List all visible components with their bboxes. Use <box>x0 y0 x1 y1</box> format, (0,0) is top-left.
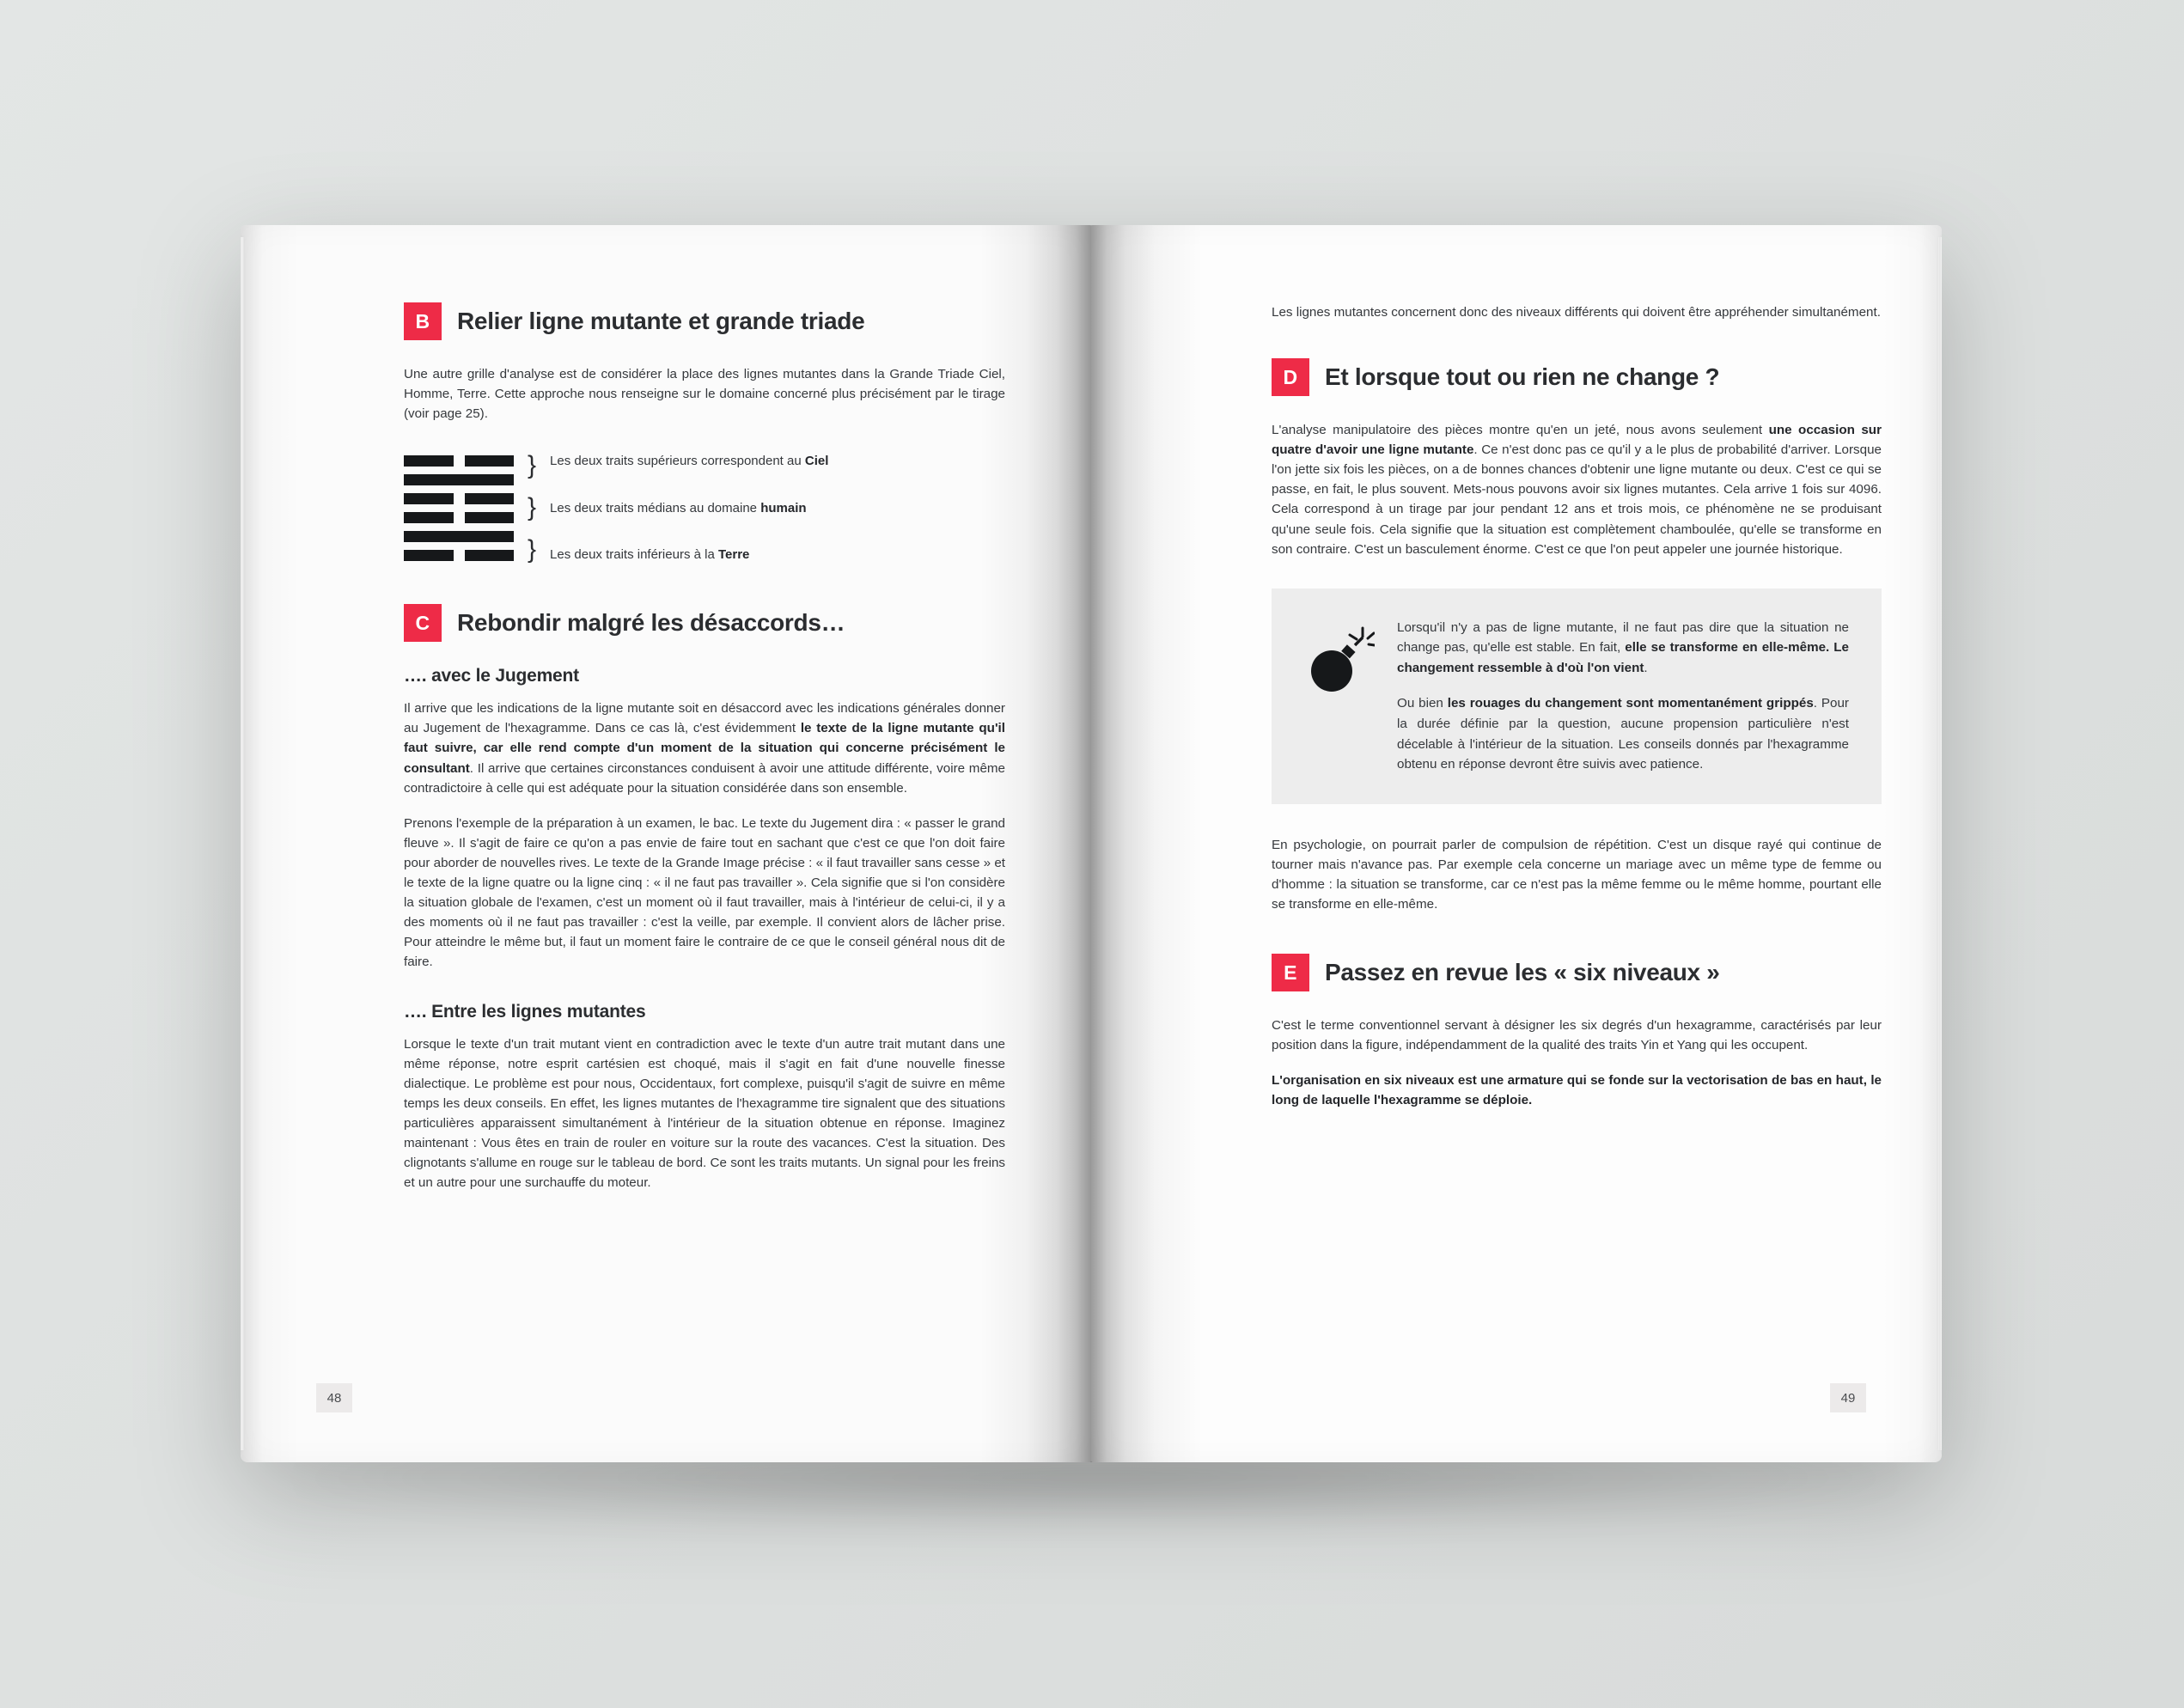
legend-item-humain <box>550 500 828 517</box>
paragraph-jugement-2: Prenons l'exemple de la préparation à un examen, le bac. Le texte du Jugement dira : « passer le grand fleuve ». Il s'agit de faire ce qu'on a pas envie de faire tout en sachant que c'est ce que l'on doit faire pour aborder de nouvelles rives. Le texte de la Grande Image précise : « il faut travailler sans cesse » et le texte de la ligne quatre ou la ligne cinq : « il ne faut pas travailler ». Cela signifie que si l'on considère la situation globale de l'examen, c'est un moment où il faut travailler, mais à l'intérieur de celui-ci, il y a des moments où il ne faut pas travailler : c'est la veille, par exemple. Il convient alors de lâcher prise. Pour atteindre le même but, il faut un moment faire le contraire de ce que le conseil général nous dit de faire. <box>404 815 1005 970</box>
section-heading-d <box>1272 358 1882 396</box>
paragraph-e-bold: L'organisation en six niveaux est une armature qui se fonde sur la vectorisation de bas en haut, le long de laquelle l'hexagramme se déploie. <box>1272 1073 1882 1108</box>
subsection-title-lignes-mutantes: …. Entre les lignes mutantes <box>404 1001 646 1022</box>
section-badge-b: B <box>404 302 442 340</box>
subsection-title-jugement: …. avec le Jugement <box>404 666 579 686</box>
open-book <box>241 225 1942 1462</box>
paragraph-lignes-mutantes-1: Lorsque le texte d'un trait mutant vient en contradiction avec le texte d'un autre trait mutant dans une même réponse, notre esprit cartésien est choqué, mais il s'agit en fait d'une nouvelle finesse dialectique. Le problème est pour nous, Occidentaux, fort complexe, puisqu'il s'agit de suivre en même temps les deux conseils. En effet, les lignes mutantes de l'hexagramme tire signalent que des situations particulières apparaissent simultanément à l'intérieur de la situation obtenue en réponse. Imaginez maintenant : Vous êtes en train de rouler en voiture sur la route des vacances. C'est la situation. Des clignotants s'allume en rouge sur le tableau de bord. Ce sont les traits mutants. Un signal pour les freins et un autre pour une surchauffe du moteur. <box>404 1036 1005 1191</box>
hexagram-line-2 <box>404 531 514 542</box>
bomb-icon <box>1301 618 1375 775</box>
callout-paragraph-1: Lorsqu'il n'y a pas de ligne mutante, il ne faut pas dire que la situation ne change pas, qu'elle est stable. En fait, elle se transforme en elle-même. Le changement ressemble à d'où l'on vient. <box>1397 619 1849 675</box>
section-heading-b <box>404 302 1005 340</box>
section-badge-c: C <box>404 604 442 642</box>
paragraph-d: L'analyse manipulatoire des pièces montre qu'en un jeté, nous avons seulement une occasion sur quatre d'avoir une ligne mutante. Ce n'est donc pas ce qu'il y a le plus de probabilité d'arriver. Lorsque l'on jette six fois les pièces, on a de bonnes chances d'obtenir une ligne mutante ou deux. C'est ce qui se passe, en fait, le plus souvent. Mets-nous pouvons avoir six lignes mutantes. Cela arrive 1 fois sur 4096. Cela correspond à un tirage par jour pendant 12 ans et trois mois, ce phénomène ne se produisant qu'une seule fois. Cela signifie que la situation est complètement chamboulée, qu'elle se transforme en son contraire. C'est un basculement énorme. C'est ce que l'on peut appeler une journée historique. <box>1272 423 1882 557</box>
section-badge-e: E <box>1272 954 1309 991</box>
page-number-right: 49 <box>1830 1383 1866 1412</box>
section-title-b: Relier ligne mutante et grande triade <box>457 307 865 334</box>
section-heading-e <box>1272 954 1882 991</box>
hexagram-line-1 <box>404 550 514 561</box>
hexagram-line-3 <box>404 512 514 523</box>
callout-box <box>1272 589 1882 804</box>
section-title-d: Et lorsque tout ou rien ne change ? <box>1325 363 1720 390</box>
legend-item-terre <box>550 546 828 564</box>
legend-text-ciel: Les deux traits supérieurs correspondent au <box>550 454 805 469</box>
hexagram-figure <box>404 449 1005 566</box>
right-page <box>1091 225 1942 1462</box>
hexagram-line-4 <box>404 493 514 504</box>
left-page-content <box>241 225 1091 1462</box>
hexagram-line-6 <box>404 455 514 467</box>
legend-text-humain: Les deux traits médians au domaine <box>550 500 761 515</box>
hexagram-legend <box>550 449 828 566</box>
legend-text-terre: Les deux traits inférieurs à la <box>550 546 718 562</box>
right-page-content <box>1091 225 1942 1462</box>
paragraph-top-right: Les lignes mutantes concernent donc des niveaux différents qui doivent être appréhender simultanément. <box>1272 305 1881 320</box>
section-heading-c <box>404 604 1005 642</box>
legend-item-ciel <box>550 453 828 470</box>
legend-emphasis-ciel: Ciel <box>804 454 829 469</box>
page-number-left: 48 <box>316 1383 352 1412</box>
section-title-c: Rebondir malgré les désaccords… <box>457 608 845 636</box>
intro-paragraph: Une autre grille d'analyse est de considérer la place des lignes mutantes dans la Grande Triade Ciel, Homme, Terre. Cette approche nous renseigne sur le domaine concerné plus précisément par le tirage (voir page 25). <box>404 367 1005 422</box>
paragraph-e: C'est le terme conventionnel servant à désigner les six degrés d'un hexagramme, caractérisés par leur position dans la figure, indépendamment de la qualité des traits Yin et Yang qui les occupent. <box>1272 1018 1882 1053</box>
section-title-e: Passez en revue les « six niveaux » <box>1325 958 1720 985</box>
callout-text <box>1397 618 1849 775</box>
legend-emphasis-humain: humain <box>760 500 807 515</box>
legend-emphasis-terre: Terre <box>717 546 750 562</box>
section-badge-d: D <box>1272 358 1309 396</box>
paragraph-psychologie: En psychologie, on pourrait parler de compulsion de répétition. C'est un disque rayé qui continue de tourner mais n'avance pas. Par exemple cela concerne un mariage avec un même type de femme ou d'homme : la situation se transforme, car ce n'est pas la même femme ou le même homme, pourtant elle se transforme en elle-même. <box>1272 837 1882 912</box>
hexagram-lines <box>404 452 514 564</box>
left-page <box>241 225 1091 1462</box>
hexagram-braces: } } } <box>528 451 537 564</box>
paragraph-jugement-1: Il arrive que les indications de la ligne mutante soit en désaccord avec les indications générales donner au Jugement de l'hexagramme. Dans ce cas là, c'est évidemment le texte de la ligne mutante qu'il faut suivre, car elle rend compte d'un moment de la situation qui concerne précisément le consultant. Il arrive que certaines circonstances conduisent à avoir une attitude différente, voire même contradictoire à celle qui est adéquate pour la situation considérée dans son ensemble. <box>404 701 1005 796</box>
hexagram-line-5 <box>404 474 514 485</box>
callout-paragraph-2: Ou bien les rouages du changement sont momentanément grippés. Pour la durée définie par la question, aucune propension particulière n'est décelable à l'intérieur de la situation. Les conseils donnés par l'hexagramme obtenu en réponse devront être suivis avec patience. <box>1397 696 1849 772</box>
